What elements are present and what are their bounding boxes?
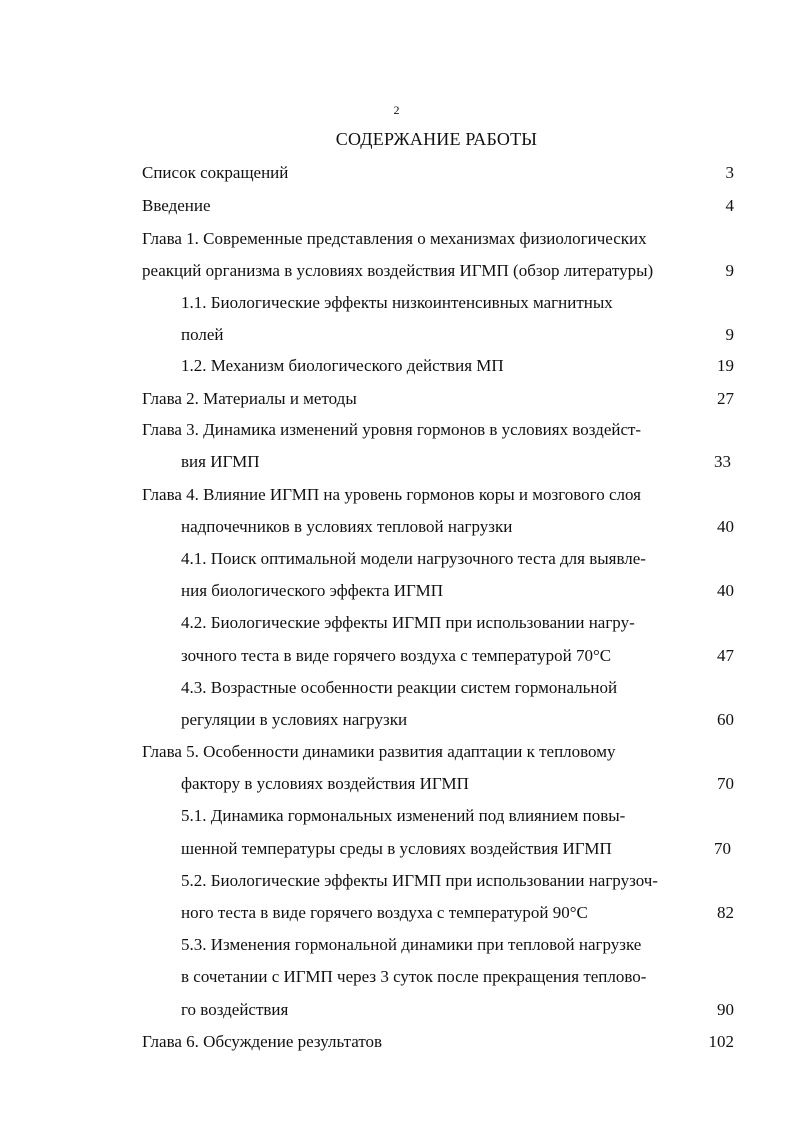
toc-page-number: 33 [714, 452, 731, 471]
toc-entry-line: 5.1. Динамика гормональных изменений под влиянием повы- [181, 806, 626, 825]
toc-page-number: 102 [708, 1032, 734, 1051]
toc-page-number: 40 [717, 581, 734, 600]
toc-entry-line: зочного теста в виде горячего воздуха с температурой 70°С [181, 646, 612, 665]
toc-entry-line: 1.1. Биологические эффекты низкоинтенсивных магнитных [181, 293, 613, 312]
toc-page-number: 19 [717, 356, 734, 375]
toc-page-number: 9 [725, 261, 734, 280]
toc-page-number: 9 [725, 325, 734, 344]
toc-page-number: 40 [717, 517, 734, 536]
toc-entry-line: Список сокращений [142, 163, 289, 182]
toc-entry-line: Глава 5. Особенности динамики развития адаптации к тепловому [142, 742, 616, 761]
toc-page-number: 70 [717, 774, 734, 793]
toc-entry-line: надпочечников в условиях тепловой нагрузки [181, 517, 513, 536]
toc-entry-line: Глава 3. Динамика изменений уровня гормонов в условиях воздейст- [142, 420, 642, 439]
toc-page-number: 47 [717, 646, 734, 665]
toc-page-number: 70 [714, 839, 731, 858]
page-title: СОДЕРЖАНИЕ РАБОТЫ [335, 129, 538, 149]
toc-entry-line: 4.3. Возрастные особенности реакции систем гормональной [181, 678, 618, 697]
toc-entry-line: Глава 2. Материалы и методы [142, 389, 357, 408]
toc-entry-line: 1.2. Механизм биологического действия МП [181, 356, 504, 375]
toc-page-number: 3 [725, 163, 734, 182]
toc-entry-line: 5.3. Изменения гормональной динамики при тепловой нагрузке [181, 935, 642, 954]
toc-entry-line: го воздействия [181, 1000, 289, 1019]
toc-entry-line: ного теста в виде горячего воздуха с температурой 90°С [181, 903, 588, 922]
toc-page-number: 90 [717, 1000, 734, 1019]
toc-entry-line: шенной температуры среды в условиях воздействия ИГМП [181, 839, 612, 858]
toc-entry-line: регуляции в условиях нагрузки [181, 710, 408, 729]
toc-entry-line: ния биологического эффекта ИГМП [181, 581, 444, 600]
toc-entry-line: Введение [142, 196, 211, 215]
toc-page-number: 27 [717, 389, 734, 408]
toc-entry-line: фактору в условиях воздействия ИГМП [181, 774, 469, 793]
toc-entry-line: Глава 1. Современные представления о механизмах физиологических [142, 229, 647, 248]
toc-entry-line: Глава 6. Обсуждение результатов [142, 1032, 383, 1051]
toc-entry-line: полей [181, 325, 224, 344]
toc-entry-line: вия ИГМП [181, 452, 260, 471]
toc-entry-line: 4.1. Поиск оптимальной модели нагрузочного теста для выявле- [181, 549, 646, 568]
toc-entry-line: 5.2. Биологические эффекты ИГМП при использовании нагрузоч- [181, 871, 658, 890]
toc-entry-line: в сочетании с ИГМП через 3 суток после прекращения теплово- [181, 967, 647, 986]
toc-entry-line: Глава 4. Влияние ИГМП на уровень гормонов коры и мозгового слоя [142, 485, 641, 504]
toc-page-number: 82 [717, 903, 734, 922]
toc-page-number: 60 [717, 710, 734, 729]
toc-entry-line: реакций организма в условиях воздействия ИГМП (обзор литературы) [142, 261, 654, 280]
toc-page-number: 4 [725, 196, 734, 215]
toc-entry-line: 4.2. Биологические эффекты ИГМП при использовании нагру- [181, 613, 635, 632]
page-number: 2 [393, 103, 400, 117]
